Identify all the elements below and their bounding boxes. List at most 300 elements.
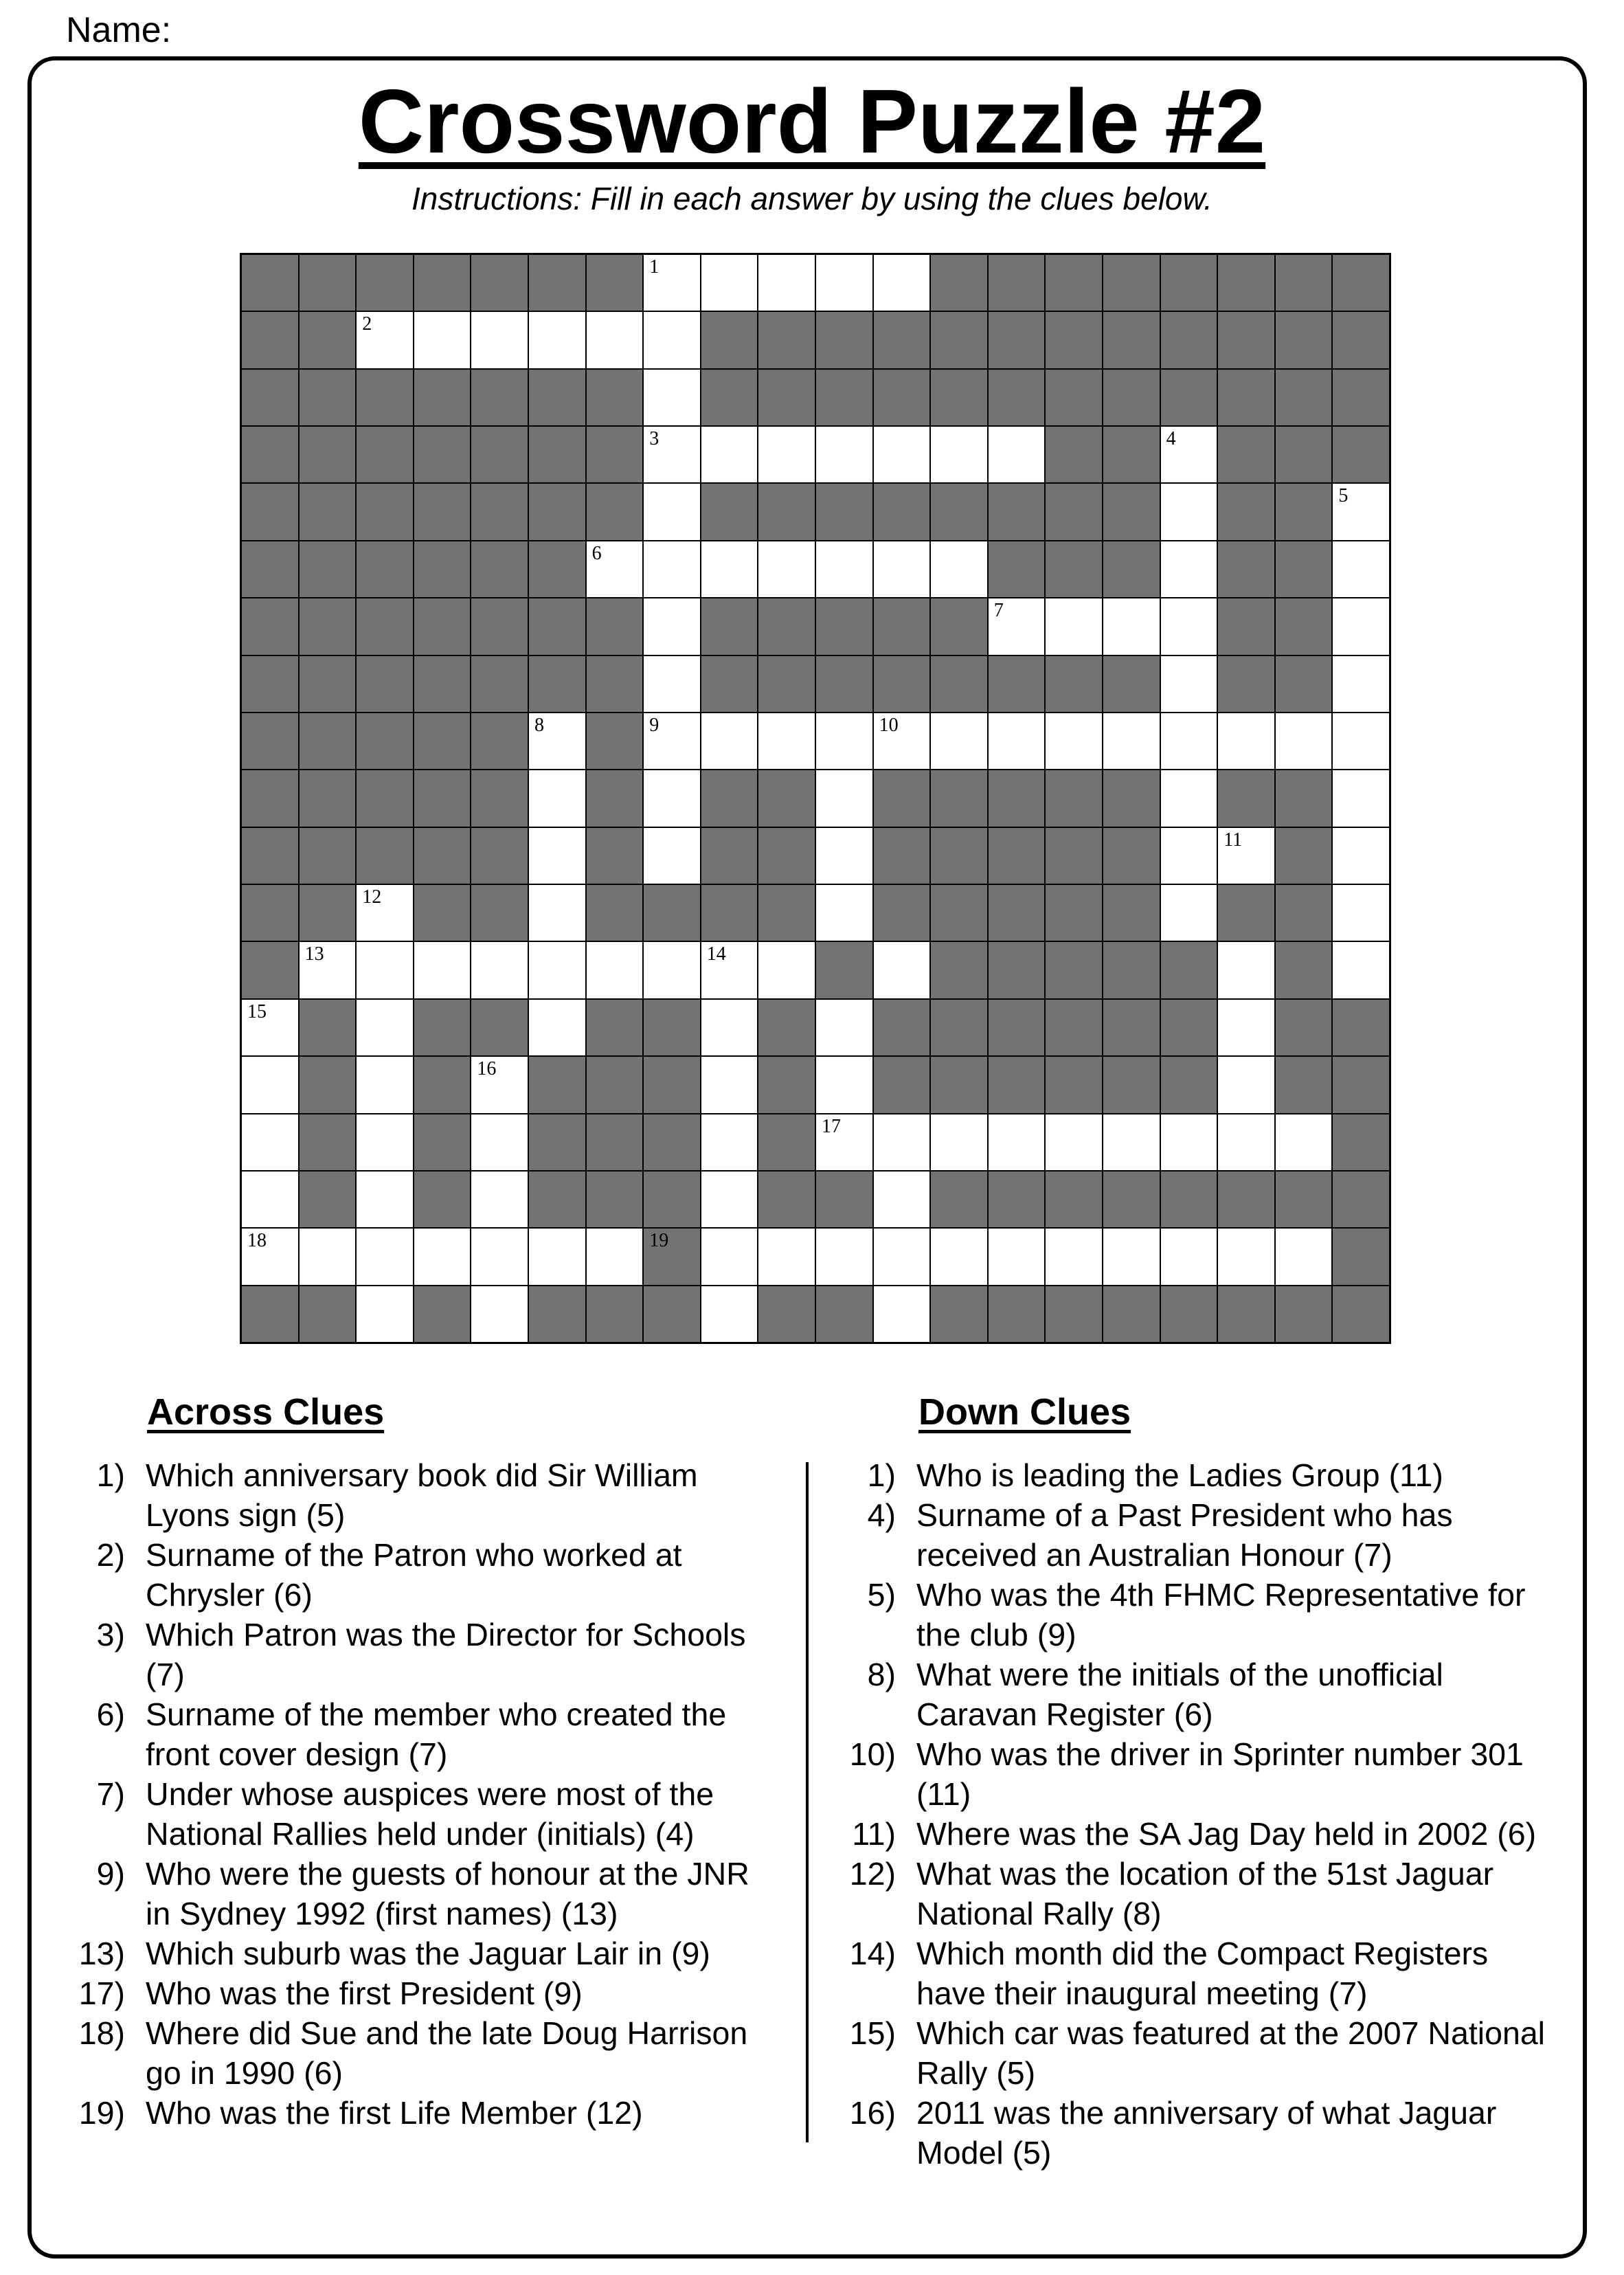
grid-cell[interactable] [242,1057,298,1112]
grid-cell[interactable] [644,828,700,884]
grid-cell[interactable] [1218,1000,1274,1055]
across-clues-list [62,1455,776,2133]
grid-cell[interactable] [1161,713,1217,769]
grid-block [1046,427,1102,482]
grid-block [1218,255,1274,311]
grid-block [471,598,528,654]
down-clue [833,1814,1561,1854]
grid-cell[interactable] [587,312,643,368]
grid-cell[interactable] [701,541,758,597]
grid-block [300,541,356,597]
grid-block [1103,942,1160,998]
grid-cell[interactable] [874,255,930,311]
grid-cell[interactable] [1218,942,1274,998]
grid-block [587,427,643,482]
grid-block [1046,828,1102,884]
grid-cell[interactable] [931,1229,987,1284]
grid-cell[interactable] [874,942,930,998]
grid-cell[interactable] [242,1000,298,1055]
grid-block [1276,1000,1332,1055]
grid-block [587,656,643,712]
clue-number: 18 [247,1230,267,1252]
grid-block [874,598,930,654]
grid-block [1218,1172,1274,1227]
grid-block [758,312,815,368]
grid-block [357,713,413,769]
grid-cell[interactable] [529,713,585,769]
grid-cell[interactable] [758,942,815,998]
grid-block [644,1057,700,1112]
grid-cell[interactable] [816,1229,872,1284]
grid-cell[interactable] [357,312,413,368]
clue-text: Under whose auspices were most of the National Rallies held under (initials) (4) [146,1776,714,1852]
grid-cell[interactable] [989,598,1045,654]
grid-cell[interactable] [357,1286,413,1342]
grid-cell[interactable] [1046,1229,1102,1284]
grid-cell[interactable] [1046,713,1102,769]
grid-block [931,312,987,368]
clue-text: Which suburb was the Jaguar Lair in (9) [146,1936,710,1971]
grid-cell[interactable] [242,1114,298,1170]
grid-block [300,312,356,368]
grid-cell[interactable] [989,1114,1045,1170]
grid-block [644,1114,700,1170]
grid-cell[interactable] [1161,656,1217,712]
grid-cell[interactable] [1333,942,1389,998]
grid-cell[interactable] [414,942,471,998]
grid-block [414,1057,471,1112]
clue-num: 3) [96,1617,125,1652]
grid-cell[interactable] [242,1229,298,1284]
grid-cell[interactable] [300,1229,356,1284]
across-clue [62,1973,776,2013]
grid-block [758,1172,815,1227]
grid-cell[interactable] [1161,598,1217,654]
grid-cell[interactable] [989,1229,1045,1284]
grid-block [357,484,413,539]
grid-block [529,656,585,712]
grid-block [1103,885,1160,941]
grid-block [357,541,413,597]
grid-block [300,598,356,654]
down-clue [833,1854,1561,1934]
grid-cell[interactable] [471,1229,528,1284]
grid-cell[interactable] [1161,770,1217,826]
grid-cell[interactable] [874,713,930,769]
grid-block [300,1000,356,1055]
grid-cell[interactable] [701,255,758,311]
grid-block [1046,1057,1102,1112]
grid-block [989,541,1045,597]
clue-text: Which car was featured at the 2007 National Rally (5) [916,2015,1546,2091]
grid-block [758,885,815,941]
grid-cell[interactable] [1103,1229,1160,1284]
grid-cell[interactable] [1218,713,1274,769]
grid-cell[interactable] [931,1114,987,1170]
grid-cell[interactable] [644,713,700,769]
clue-number: 4 [1166,428,1176,450]
across-clue [62,1774,776,1854]
grid-block [758,370,815,425]
grid-cell[interactable] [1218,1114,1274,1170]
clue-text: Who was the 4th FHMC Representative for the club (9) [916,1577,1526,1652]
grid-cell[interactable] [471,1057,528,1112]
grid-block [989,770,1045,826]
clue-text: Where was the SA Jag Day held in 2002 (6) [916,1816,1537,1852]
grid-cell[interactable] [1333,828,1389,884]
grid-cell[interactable] [816,427,872,482]
grid-cell[interactable] [701,1229,758,1284]
grid-cell[interactable] [1218,828,1274,884]
grid-block [816,656,872,712]
grid-block [1276,942,1332,998]
clue-num: 7) [96,1776,125,1812]
grid-cell[interactable] [931,541,987,597]
clue-num: 17) [78,1975,125,2011]
instructions-text: Instructions: Fill in each answer by using the clues below. [411,181,1213,216]
grid-cell[interactable] [816,770,872,826]
grid-cell[interactable] [1161,1229,1217,1284]
grid-cell[interactable] [1218,1229,1274,1284]
grid-block [242,885,298,941]
grid-cell[interactable] [471,1172,528,1227]
page-title: Crossword Puzzle #2 [358,71,1266,172]
grid-cell[interactable] [414,312,471,368]
grid-cell[interactable] [816,1057,872,1112]
grid-cell[interactable] [242,1172,298,1227]
grid-cell[interactable] [816,1114,872,1170]
grid-block [989,1286,1045,1342]
grid-block [989,370,1045,425]
grid-block [529,1114,585,1170]
grid-block [587,1172,643,1227]
grid-block [874,484,930,539]
clue-number: 13 [304,943,324,965]
grid-cell[interactable] [529,1000,585,1055]
grid-cell[interactable] [701,1114,758,1170]
grid-block [414,1286,471,1342]
clue-text: What was the location of the 51st Jaguar National Rally (8) [916,1856,1494,1931]
grid-cell[interactable] [931,713,987,769]
grid-block [300,427,356,482]
down-clue [833,1455,1561,1495]
grid-cell[interactable] [471,312,528,368]
grid-cell[interactable] [816,1000,872,1055]
grid-block [758,1114,815,1170]
grid-cell[interactable] [1103,1114,1160,1170]
grid-cell[interactable] [874,1172,930,1227]
grid-cell[interactable] [1333,885,1389,941]
grid-cell[interactable] [644,770,700,826]
grid-cell[interactable] [357,942,413,998]
grid-cell[interactable] [644,942,700,998]
grid-block [357,828,413,884]
grid-cell[interactable] [1276,713,1332,769]
grid-block [1218,427,1274,482]
grid-cell[interactable] [529,828,585,884]
grid-block [931,656,987,712]
grid-block [1333,312,1389,368]
grid-block [414,1172,471,1227]
grid-cell[interactable] [587,942,643,998]
down-clues-list [833,1455,1561,2173]
grid-cell[interactable] [357,1057,413,1112]
grid-block [242,656,298,712]
clue-text: 2011 was the anniversary of what Jaguar Model (5) [916,2095,1497,2171]
grid-block [758,656,815,712]
grid-block [242,828,298,884]
clue-num: 13) [78,1936,125,1971]
grid-block [1276,1172,1332,1227]
grid-cell[interactable] [300,942,356,998]
grid-block [587,1286,643,1342]
grid-cell[interactable] [816,713,872,769]
grid-cell[interactable] [758,1229,815,1284]
grid-block [931,484,987,539]
grid-cell[interactable] [1103,598,1160,654]
grid-block [587,484,643,539]
grid-block [1046,770,1102,826]
clue-text: Who was the first President (9) [146,1975,583,2011]
clue-num: 11) [852,1816,896,1852]
grid-cell[interactable] [989,713,1045,769]
grid-block [587,885,643,941]
grid-cell[interactable] [1161,541,1217,597]
grid-cell[interactable] [529,770,585,826]
clue-num: 14) [849,1936,896,1971]
clue-text: Surname of a Past President who has received an Australian Honour (7) [916,1497,1453,1573]
grid-block [300,1172,356,1227]
grid-cell[interactable] [816,828,872,884]
grid-cell[interactable] [414,1229,471,1284]
grid-cell[interactable] [529,942,585,998]
grid-block [587,598,643,654]
grid-cell[interactable] [701,427,758,482]
grid-block [816,370,872,425]
grid-cell[interactable] [357,885,413,941]
grid-cell[interactable] [701,942,758,998]
grid-block [587,1114,643,1170]
down-clue [833,1655,1561,1734]
grid-block [1103,427,1160,482]
grid-cell[interactable] [874,427,930,482]
grid-cell[interactable] [701,1057,758,1112]
grid-block [701,484,758,539]
grid-block [644,1000,700,1055]
grid-block [874,885,930,941]
grid-cell[interactable] [1333,598,1389,654]
grid-block [529,484,585,539]
grid-cell[interactable] [874,1229,930,1284]
clue-num: 10) [849,1736,896,1772]
grid-cell[interactable] [1161,427,1217,482]
grid-cell[interactable] [357,1000,413,1055]
grid-block [471,255,528,311]
grid-cell[interactable] [758,541,815,597]
grid-cell[interactable] [816,885,872,941]
grid-cell[interactable] [701,713,758,769]
grid-block [587,713,643,769]
grid-cell[interactable] [644,255,700,311]
grid-cell[interactable] [758,713,815,769]
clue-num: 1) [867,1457,896,1493]
grid-block [300,1114,356,1170]
grid-cell[interactable] [701,1000,758,1055]
grid-cell[interactable] [758,427,815,482]
grid-cell[interactable] [529,1229,585,1284]
grid-block [758,828,815,884]
down-clue [833,1495,1561,1575]
grid-block [414,1000,471,1055]
clue-text: Who is leading the Ladies Group (11) [916,1457,1443,1493]
grid-block [242,770,298,826]
grid-block [300,770,356,826]
grid-block [701,370,758,425]
grid-cell[interactable] [701,1172,758,1227]
grid-cell[interactable] [644,656,700,712]
grid-block [414,1114,471,1170]
grid-cell[interactable] [1046,1114,1102,1170]
grid-cell[interactable] [587,1229,643,1284]
grid-cell[interactable] [1161,1114,1217,1170]
grid-cell[interactable] [1276,1229,1332,1284]
grid-block [1046,942,1102,998]
grid-block [242,312,298,368]
grid-cell[interactable] [644,370,700,425]
clue-number: 14 [706,943,726,965]
across-clue [62,1934,776,1973]
grid-block [989,1057,1045,1112]
grid-cell[interactable] [701,1286,758,1342]
grid-block [1161,255,1217,311]
grid-cell[interactable] [758,255,815,311]
grid-cell[interactable] [644,312,700,368]
clue-number: 9 [649,714,659,736]
grid-block [529,1286,585,1342]
grid-cell[interactable] [471,942,528,998]
grid-block [644,885,700,941]
grid-block [242,598,298,654]
clue-text: Who was the driver in Sprinter number 301 (11) [916,1736,1524,1812]
grid-block [242,541,298,597]
grid-cell[interactable] [357,1114,413,1170]
grid-cell[interactable] [1333,656,1389,712]
grid-block [1218,484,1274,539]
crossword-grid [240,253,1391,1344]
grid-cell[interactable] [357,1172,413,1227]
grid-block [1161,1000,1217,1055]
grid-block [242,370,298,425]
clue-num: 12) [849,1856,896,1892]
grid-cell[interactable] [931,427,987,482]
grid-block [931,942,987,998]
grid-block [1218,312,1274,368]
grid-block [300,370,356,425]
grid-block [414,255,471,311]
clue-number: 16 [477,1058,497,1080]
clue-text: Who was the first Life Member (12) [146,2095,643,2131]
grid-block [1103,1000,1160,1055]
across-clue [62,1694,776,1774]
clue-number: 2 [362,313,372,335]
clue-text: Surname of the member who created the front cover design (7) [146,1696,727,1772]
grid-block [931,770,987,826]
grid-cell[interactable] [529,885,585,941]
grid-cell[interactable] [816,255,872,311]
grid-block [1103,541,1160,597]
grid-cell[interactable] [1161,484,1217,539]
grid-cell[interactable] [874,541,930,597]
grid-cell[interactable] [1333,541,1389,597]
clue-number: 7 [993,600,1004,622]
down-clue [833,1934,1561,2013]
grid-block [1103,770,1160,826]
across-clue [62,1615,776,1694]
grid-block [300,484,356,539]
grid-cell[interactable] [644,427,700,482]
grid-block [1046,1286,1102,1342]
grid-cell[interactable] [816,541,872,597]
grid-cell[interactable] [471,1286,528,1342]
clue-num: 5) [867,1577,896,1613]
grid-cell[interactable] [1103,713,1160,769]
grid-cell[interactable] [1333,713,1389,769]
grid-cell[interactable] [1161,885,1217,941]
grid-block [758,484,815,539]
grid-block [300,885,356,941]
grid-cell[interactable] [471,1114,528,1170]
grid-cell[interactable] [644,598,700,654]
grid-cell[interactable] [357,1229,413,1284]
grid-block [471,1000,528,1055]
clue-number: 1 [649,256,659,278]
grid-block [471,828,528,884]
clue-text: Which month did the Compact Registers have their inaugural meeting (7) [916,1936,1489,2011]
grid-block [1103,484,1160,539]
grid-cell[interactable] [1161,828,1217,884]
grid-block [471,713,528,769]
grid-cell[interactable] [529,312,585,368]
grid-cell[interactable] [1276,1114,1332,1170]
grid-cell[interactable] [644,484,700,539]
grid-block [242,484,298,539]
grid-block [300,1286,356,1342]
grid-cell[interactable] [1046,598,1102,654]
clue-num: 9) [96,1856,125,1892]
clue-number: 8 [534,714,544,736]
grid-cell[interactable] [989,427,1045,482]
grid-block [1161,1172,1217,1227]
down-clue [833,1734,1561,1814]
grid-cell[interactable] [644,541,700,597]
grid-block [1276,1286,1332,1342]
clue-num: 8) [867,1657,896,1692]
grid-cell[interactable] [1333,484,1389,539]
down-clue [833,1575,1561,1655]
grid-cell[interactable] [587,541,643,597]
grid-block [1046,255,1102,311]
name-label: Name: [66,10,172,50]
grid-cell[interactable] [874,1286,930,1342]
grid-block [701,598,758,654]
grid-block [1333,370,1389,425]
grid-cell[interactable] [874,1114,930,1170]
clue-text: Where did Sue and the late Doug Harrison go in 1990 (6) [146,2015,748,2091]
grid-cell[interactable] [1218,1057,1274,1112]
grid-cell[interactable] [1333,770,1389,826]
down-clue [833,2013,1561,2093]
grid-block [471,370,528,425]
